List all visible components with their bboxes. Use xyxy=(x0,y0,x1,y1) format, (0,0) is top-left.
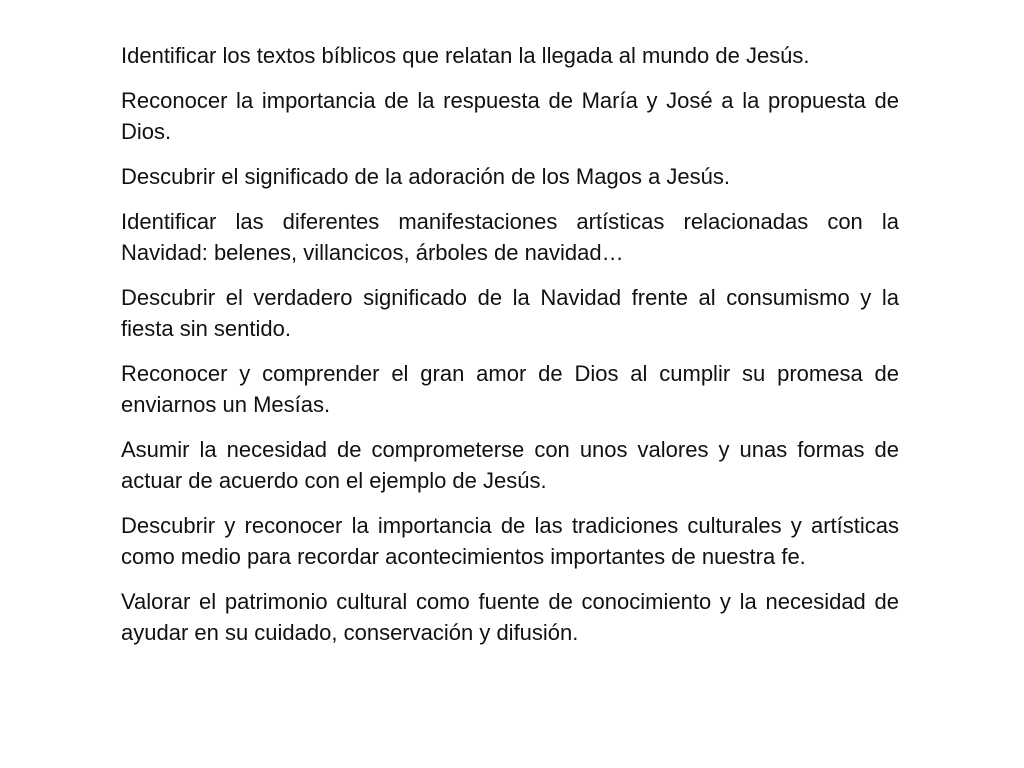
objective-paragraph: Descubrir el verdadero significado de la Navidad frente al consumismo y la fiesta sin sentido. xyxy=(121,285,899,341)
objective-paragraph: Valorar el patrimonio cultural como fuente de conocimiento y la necesidad de ayudar en su cuidado, conservación y difusión. xyxy=(121,589,899,645)
objective-paragraph: Identificar las diferentes manifestaciones artísticas relacionadas con la Navidad: belenes, villancicos, árboles de navidad… xyxy=(121,209,899,265)
objective-paragraph: Reconocer y comprender el gran amor de Dios al cumplir su promesa de enviarnos un Mesías. xyxy=(121,361,899,417)
objectives-list xyxy=(121,40,899,662)
objective-paragraph: Asumir la necesidad de comprometerse con unos valores y unas formas de actuar de acuerdo con el ejemplo de Jesús. xyxy=(121,437,899,493)
objective-paragraph: Descubrir y reconocer la importancia de las tradiciones culturales y artísticas como medio para recordar acontecimientos importantes de nuestra fe. xyxy=(121,513,899,569)
objective-paragraph: Descubrir el significado de la adoración de los Magos a Jesús. xyxy=(121,164,730,189)
objective-paragraph: Identificar los textos bíblicos que relatan la llegada al mundo de Jesús. xyxy=(121,43,810,68)
objective-paragraph: Reconocer la importancia de la respuesta de María y José a la propuesta de Dios. xyxy=(121,88,899,144)
